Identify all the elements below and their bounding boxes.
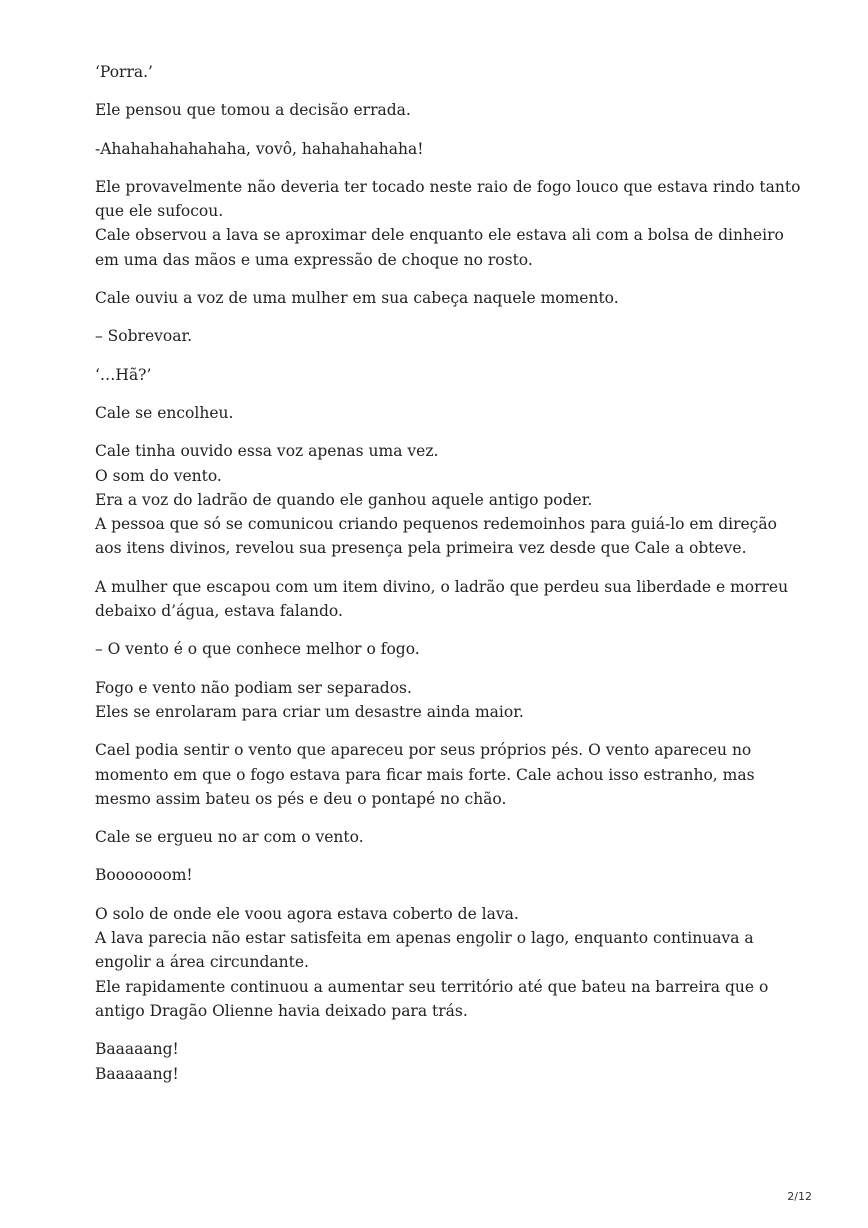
text-line: O som do vento.	[95, 466, 222, 485]
text-line: A mulher que escapou com um item divino, o ladrão que perdeu sua liberdade e morreu	[95, 577, 789, 596]
paragraph	[95, 60, 795, 84]
text-line: Cale tinha ouvido essa voz apenas uma vez.	[95, 442, 439, 461]
paragraph	[95, 1037, 795, 1086]
text-line: O solo de onde ele voou agora estava coberto de lava.	[95, 904, 519, 923]
paragraph	[95, 324, 795, 348]
text-line: – O vento é o que conhece melhor o fogo.	[95, 640, 420, 659]
text-line: que ele sufocou.	[95, 202, 224, 221]
text-line: aos itens divinos, revelou sua presença pela primeira vez desde que Cale a obteve.	[95, 539, 747, 558]
text-line: Baaaaang!	[95, 1040, 179, 1059]
paragraph	[95, 363, 795, 387]
text-line: antigo Dragão Olienne havia deixado para trás.	[95, 1001, 468, 1020]
text-line: – Sobrevoar.	[95, 327, 193, 346]
paragraph	[95, 738, 795, 811]
paragraph	[95, 825, 795, 849]
text-line: A lava parecia não estar satisfeita em apenas engolir o lago, enquanto continuava a	[95, 929, 754, 948]
text-line: Baaaaang!	[95, 1064, 179, 1083]
text-line: Cale observou a lava se aproximar dele enquanto ele estava ali com a bolsa de dinheiro	[95, 226, 784, 245]
text-line: Era a voz do ladrão de quando ele ganhou aquele antigo poder.	[95, 490, 593, 509]
text-line: ‘…Hã?’	[95, 365, 152, 384]
text-line: mesmo assim bateu os pés e deu o pontapé no chão.	[95, 789, 507, 808]
paragraph	[95, 676, 795, 725]
text-line: Cale se encolheu.	[95, 403, 234, 422]
text-line: Ele pensou que tomou a decisão errada.	[95, 101, 411, 120]
paragraph	[95, 439, 795, 560]
text-line: Cael podia sentir o vento que apareceu por seus próprios pés. O vento apareceu no	[95, 741, 752, 760]
page-number: 2/12	[787, 1190, 812, 1203]
text-line: Booooooom!	[95, 866, 193, 885]
paragraph	[95, 98, 795, 122]
text-line: Fogo e vento não podiam ser separados.	[95, 678, 412, 697]
paragraph	[95, 863, 795, 887]
document-body	[95, 60, 801, 1100]
text-line: momento em que o fogo estava para ficar mais forte. Cale achou isso estranho, mas	[95, 765, 755, 784]
text-line: Cale ouviu a voz de uma mulher em sua cabeça naquele momento.	[95, 289, 619, 308]
text-line: -Ahahahahahahaha, vovô, hahahahahaha!	[95, 139, 424, 158]
text-line: engolir a área circundante.	[95, 953, 309, 972]
paragraph	[95, 902, 795, 1023]
paragraph	[95, 637, 795, 661]
text-line: Ele rapidamente continuou a aumentar seu território até que bateu na barreira que o	[95, 977, 769, 996]
text-line: debaixo d’água, estava falando.	[95, 602, 343, 621]
paragraph	[95, 175, 801, 272]
text-line: A pessoa que só se comunicou criando pequenos redemoinhos para guiá-lo em direção	[95, 515, 777, 534]
paragraph	[95, 137, 795, 161]
text-line: Cale se ergueu no ar com o vento.	[95, 828, 364, 847]
text-line: Eles se enrolaram para criar um desastre ainda maior.	[95, 702, 524, 721]
paragraph	[95, 575, 795, 624]
paragraph	[95, 401, 795, 425]
text-line: ‘Porra.’	[95, 63, 153, 81]
paragraph	[95, 286, 795, 310]
text-line: Ele provavelmente não deveria ter tocado neste raio de fogo louco que estava rindo tanto	[95, 177, 801, 196]
text-line: em uma das mãos e uma expressão de choque no rosto.	[95, 250, 533, 269]
